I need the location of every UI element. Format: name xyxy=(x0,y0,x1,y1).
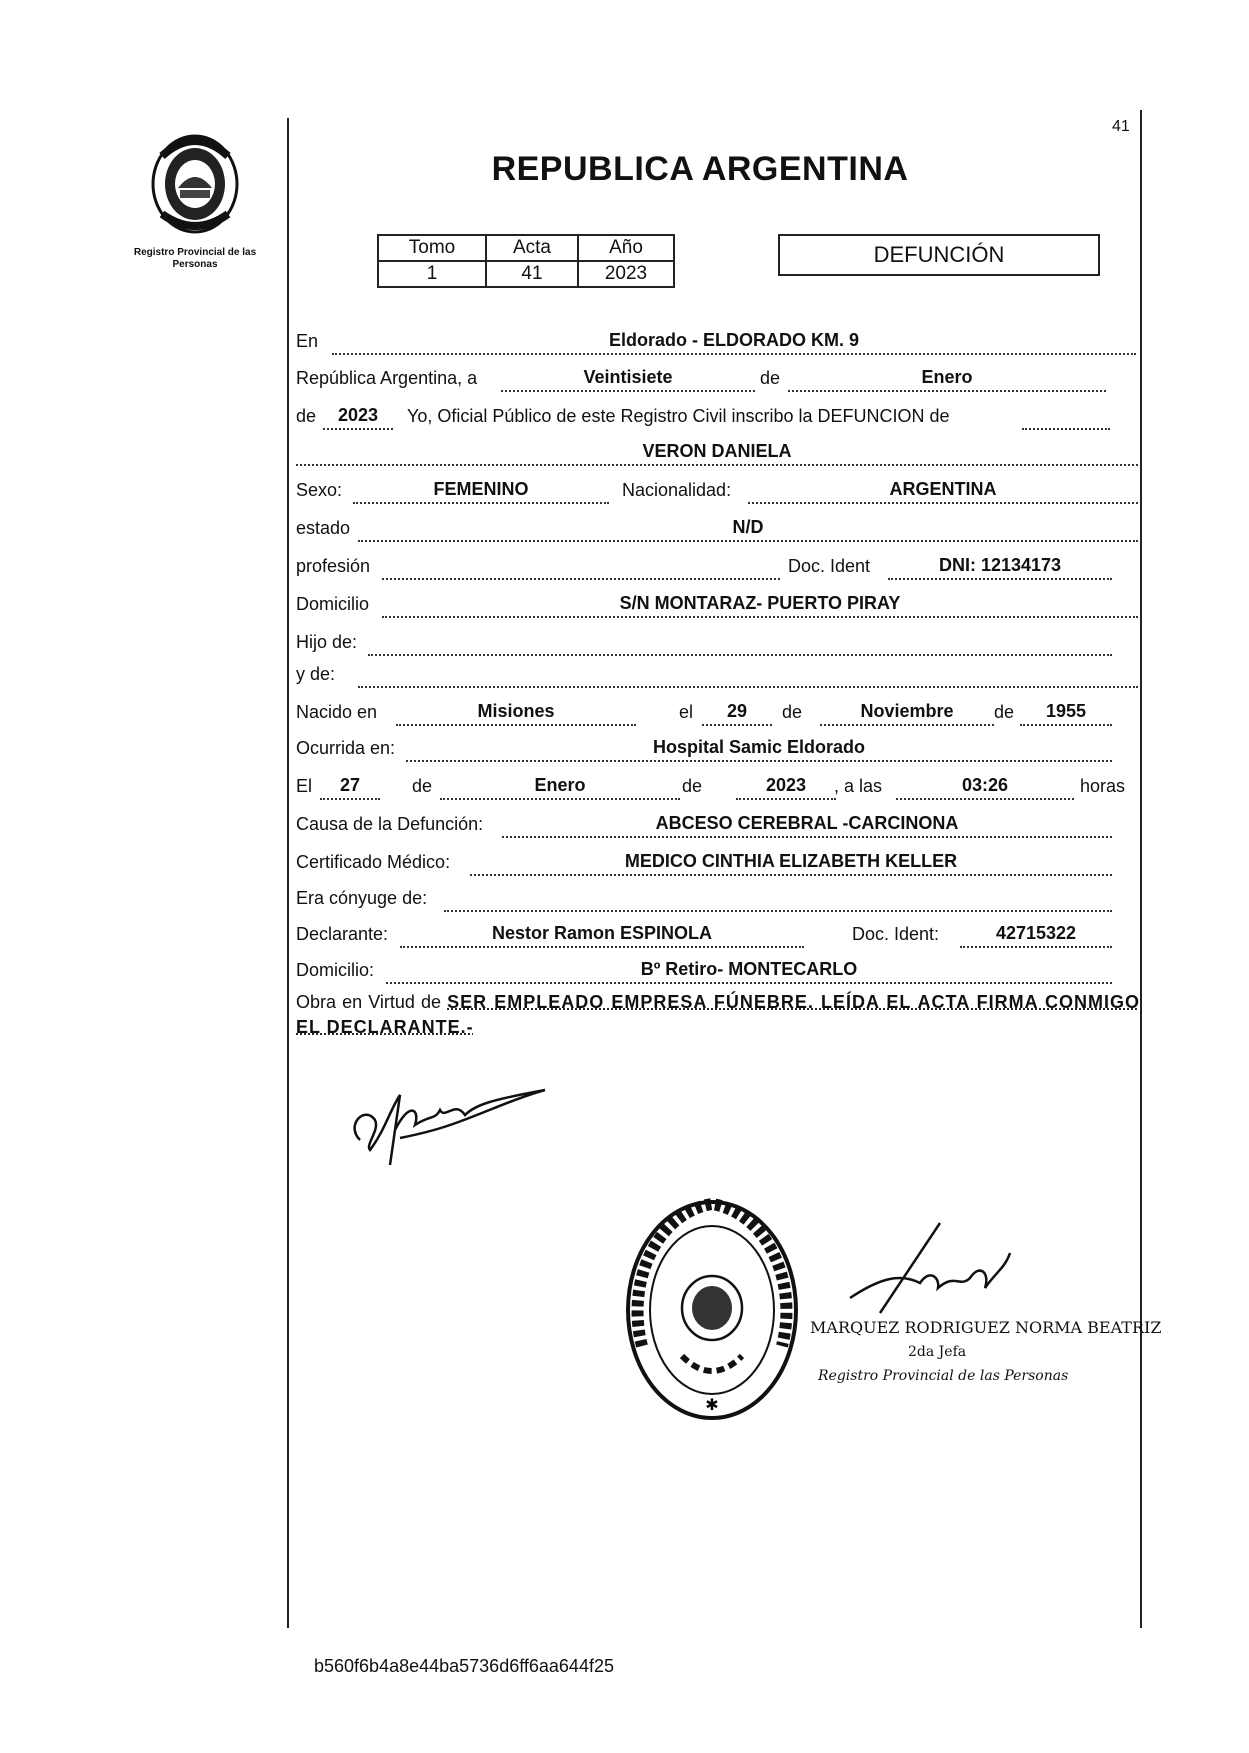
field-y-de xyxy=(358,660,1138,688)
label-conyuge: Era cónyuge de: xyxy=(296,888,428,908)
field-estado: N/D xyxy=(358,514,1138,542)
delegation-stamp xyxy=(622,1196,802,1424)
row-domicilio-declarante xyxy=(296,956,1138,986)
label-republica: República Argentina, a xyxy=(296,368,478,388)
ref-header-acta: Acta xyxy=(486,235,578,261)
field-blank-1 xyxy=(1022,402,1110,430)
left-margin-line xyxy=(287,118,289,1628)
field-anio: 2023 xyxy=(323,402,393,430)
label-de-def-2: de xyxy=(682,776,703,796)
row-nacimiento xyxy=(296,698,1138,728)
ref-header-anio: Año xyxy=(578,235,674,261)
document-type-box: DEFUNCIÓN xyxy=(778,234,1100,276)
label-de-nac-1: de xyxy=(782,702,803,722)
row-certificado xyxy=(296,848,1138,878)
declarant-signature xyxy=(340,1070,550,1170)
label-obra: Obra en Virtud de xyxy=(296,992,442,1012)
label-doc-ident: Doc. Ident xyxy=(788,556,871,576)
page-title: REPUBLICA ARGENTINA xyxy=(491,150,909,188)
label-causa: Causa de la Defunción: xyxy=(296,814,484,834)
field-profesion xyxy=(382,552,780,580)
row-domicilio xyxy=(296,590,1138,620)
row-conyuge xyxy=(296,884,1138,914)
row-date xyxy=(296,364,1138,394)
field-nacionalidad: ARGENTINA xyxy=(748,476,1138,504)
field-declarante-domicilio: Bº Retiro- MONTECARLO xyxy=(386,956,1112,984)
ref-header-tomo: Tomo xyxy=(378,235,486,261)
field-def-mes: Enero xyxy=(440,772,680,800)
field-causa: ABCESO CEREBRAL -CARCINONA xyxy=(502,810,1112,838)
row-causa xyxy=(296,810,1138,840)
official-office: Registro Provincial de las Personas xyxy=(818,1368,1069,1384)
province-seal xyxy=(120,126,270,271)
row-sex xyxy=(296,476,1138,506)
field-nac-anio: 1955 xyxy=(1020,698,1112,726)
row-profesion xyxy=(296,552,1138,582)
row-name xyxy=(296,438,1138,468)
ref-value-tomo: 1 xyxy=(378,261,486,287)
label-de: de xyxy=(760,368,781,388)
label-a-las: , a las xyxy=(834,776,883,796)
official-signature xyxy=(820,1218,1030,1318)
label-en: En xyxy=(296,331,319,351)
ref-value-anio: 2023 xyxy=(578,261,674,287)
field-mes: Enero xyxy=(788,364,1106,392)
label-certificado: Certificado Médico: xyxy=(296,852,451,872)
page-number: 41 xyxy=(1112,118,1130,135)
label-declarante: Declarante: xyxy=(296,924,389,944)
field-declarante-doc: 42715322 xyxy=(960,920,1112,948)
label-doc-ident-2: Doc. Ident: xyxy=(852,924,940,944)
field-nacido-en: Misiones xyxy=(396,698,636,726)
row-fecha-defuncion xyxy=(296,772,1138,802)
reference-table xyxy=(377,234,675,288)
svg-text:✱: ✱ xyxy=(705,1395,719,1414)
label-yo-oficial: Yo, Oficial Público de este Registro Civil inscribo la DEFUNCION de xyxy=(407,406,950,426)
document-hash: b560f6b4a8e44ba5736d6ff6aa644f25 xyxy=(314,1656,614,1676)
registry-caption: Registro Provincial de las Personas xyxy=(133,247,257,270)
label-domicilio-2: Domicilio: xyxy=(296,960,375,980)
misiones-coat-of-arms-icon xyxy=(140,126,250,236)
label-de-def-1: de xyxy=(412,776,433,796)
row-declarante xyxy=(296,920,1138,950)
label-el: el xyxy=(679,702,694,722)
field-certificado: MEDICO CINTHIA ELIZABETH KELLER xyxy=(470,848,1112,876)
field-ocurrida-en: Hospital Samic Eldorado xyxy=(406,734,1112,762)
label-nacido-en: Nacido en xyxy=(296,702,378,722)
label-de-nac-2: de xyxy=(994,702,1015,722)
label-hijo-de: Hijo de: xyxy=(296,632,358,652)
row-hijo-de xyxy=(296,628,1138,658)
official-role: 2da Jefa xyxy=(908,1344,967,1360)
field-obra-texto: SER EMPLEADO EMPRESA FÚNEBRE. LEÍDA EL ACTA FIRMA CONMIGO EL DECLARANTE.- xyxy=(296,992,1140,1037)
row-year xyxy=(296,402,1138,432)
field-hijo-de xyxy=(368,628,1112,656)
field-def-hora: 03:26 xyxy=(896,772,1074,800)
field-domicilio: S/N MONTARAZ- PUERTO PIRAY xyxy=(382,590,1138,618)
label-el-cap: El xyxy=(296,776,313,796)
label-de-prefix: de xyxy=(296,406,317,426)
field-doc-ident: DNI: 12134173 xyxy=(888,552,1112,580)
label-domicilio: Domicilio xyxy=(296,594,370,614)
label-estado: estado xyxy=(296,518,351,538)
field-sexo: FEMENINO xyxy=(353,476,609,504)
field-nac-mes: Noviembre xyxy=(820,698,994,726)
field-declarante: Nestor Ramon ESPINOLA xyxy=(400,920,804,948)
row-obra-virtud xyxy=(296,990,1140,1040)
right-margin-line xyxy=(1140,110,1142,1628)
label-y-de: y de: xyxy=(296,664,336,684)
row-y-de xyxy=(296,660,1138,690)
label-nacionalidad: Nacionalidad: xyxy=(622,480,732,500)
field-dia-letras: Veintisiete xyxy=(501,364,755,392)
field-def-anio: 2023 xyxy=(736,772,836,800)
label-sexo: Sexo: xyxy=(296,480,343,500)
field-def-dia: 27 xyxy=(320,772,380,800)
ref-value-acta: 41 xyxy=(486,261,578,287)
row-place xyxy=(296,327,1138,357)
label-profesion: profesión xyxy=(296,556,371,576)
field-nombre: VERON DANIELA xyxy=(296,438,1138,466)
label-horas: horas xyxy=(1080,776,1126,796)
label-ocurrida-en: Ocurrida en: xyxy=(296,738,396,758)
field-lugar: Eldorado - ELDORADO KM. 9 xyxy=(332,327,1136,355)
field-nac-dia: 29 xyxy=(702,698,772,726)
row-ocurrida xyxy=(296,734,1138,764)
row-estado xyxy=(296,514,1138,544)
official-name: MARQUEZ RODRIGUEZ NORMA BEATRIZ xyxy=(810,1318,1162,1337)
field-conyuge xyxy=(444,884,1112,912)
